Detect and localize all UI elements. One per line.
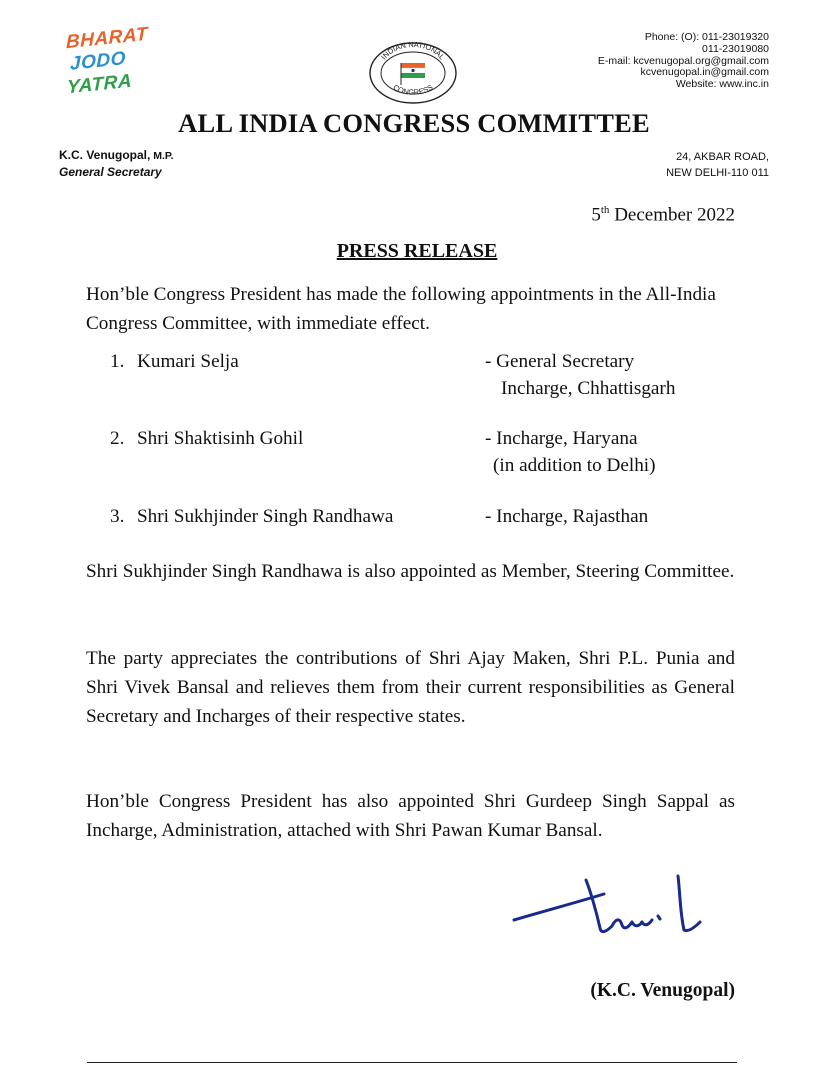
phone-line-2: 011-23019080 xyxy=(702,42,769,55)
sender-title: General Secretary xyxy=(59,165,162,179)
paragraph-administration: Hon’ble Congress President has also appointed Shri Gurdeep Singh Sappal as Incharge, Administration, attached with Shri Pawan Kumar Bansal. xyxy=(86,791,735,841)
appointment-role-continued: (in addition to Delhi) xyxy=(493,455,656,476)
seal-text-bottom: CONGRESS xyxy=(391,82,435,97)
appointment-number: 1. xyxy=(110,351,125,372)
appointment-number: 3. xyxy=(110,506,125,527)
email-line-2: kcvenugopal.in@gmail.com xyxy=(640,66,769,79)
appointment-role: - Incharge, Rajasthan xyxy=(485,506,649,527)
appointment-number: 2. xyxy=(110,428,125,449)
inc-seal-emblem xyxy=(368,40,458,104)
seal-text-top: INDIAN NATIONAL xyxy=(379,40,447,62)
logo-word-bharat: BHARAT xyxy=(66,23,148,54)
sender-suffix: M.P. xyxy=(150,150,174,162)
paragraph-relieved: The party appreciates the contributions of Shri Ajay Maken, Shri P.L. Punia and Shri Vivek Bansal and relieves them from their current responsibilities as General Secretary and Incharges of their respective states. xyxy=(86,648,735,727)
date-suffix: th xyxy=(600,204,610,216)
footer-rule xyxy=(87,1062,737,1063)
phone-line-1: Phone: (O): 011-23019320 xyxy=(644,31,769,43)
signatory-name: (K.C. Venugopal) xyxy=(590,980,735,1001)
email-line-1: E-mail: kcvenugopal.org@gmail.com xyxy=(597,54,769,67)
appointee-name: Shri Sukhjinder Singh Randhawa xyxy=(137,506,394,527)
date-rest: December 2022 xyxy=(609,204,735,226)
appointee-name: Kumari Selja xyxy=(137,351,239,372)
committee-heading: ALL INDIA CONGRESS COMMITTEE xyxy=(178,108,650,138)
logo-word-jodo: JODO xyxy=(70,48,126,75)
appointee-name: Shri Shaktisinh Gohil xyxy=(137,428,304,449)
appointment-role: - Incharge, Haryana xyxy=(485,428,638,449)
appointment-role: - General Secretary xyxy=(485,351,635,372)
press-release-title: PRESS RELEASE xyxy=(336,240,498,262)
bharat-jodo-yatra-logo xyxy=(62,20,152,110)
website-line: Website: www.inc.in xyxy=(675,78,769,91)
logo-word-yatra: YATRA xyxy=(67,70,133,99)
contact-block xyxy=(598,32,769,91)
appointment-role-continued: Incharge, Chhattisgarh xyxy=(501,378,676,399)
date-day: 5 xyxy=(591,204,601,226)
office-address xyxy=(666,149,769,181)
paragraph-steering-committee: Shri Sukhjinder Singh Randhawa is also appointed as Member, Steering Committee. xyxy=(86,561,735,582)
sender-name-text: K.C. Venugopal, xyxy=(59,148,151,162)
address-line-2: NEW DELHI-110 011 xyxy=(666,167,769,179)
intro-paragraph: Hon’ble Congress President has made the following appointments in the All-India Congress Committee, with immediate effect. xyxy=(86,284,716,334)
handwritten-signature xyxy=(508,870,708,960)
sender-name xyxy=(59,148,174,162)
release-date xyxy=(591,204,735,226)
address-line-1: 24, AKBAR ROAD, xyxy=(676,151,769,163)
